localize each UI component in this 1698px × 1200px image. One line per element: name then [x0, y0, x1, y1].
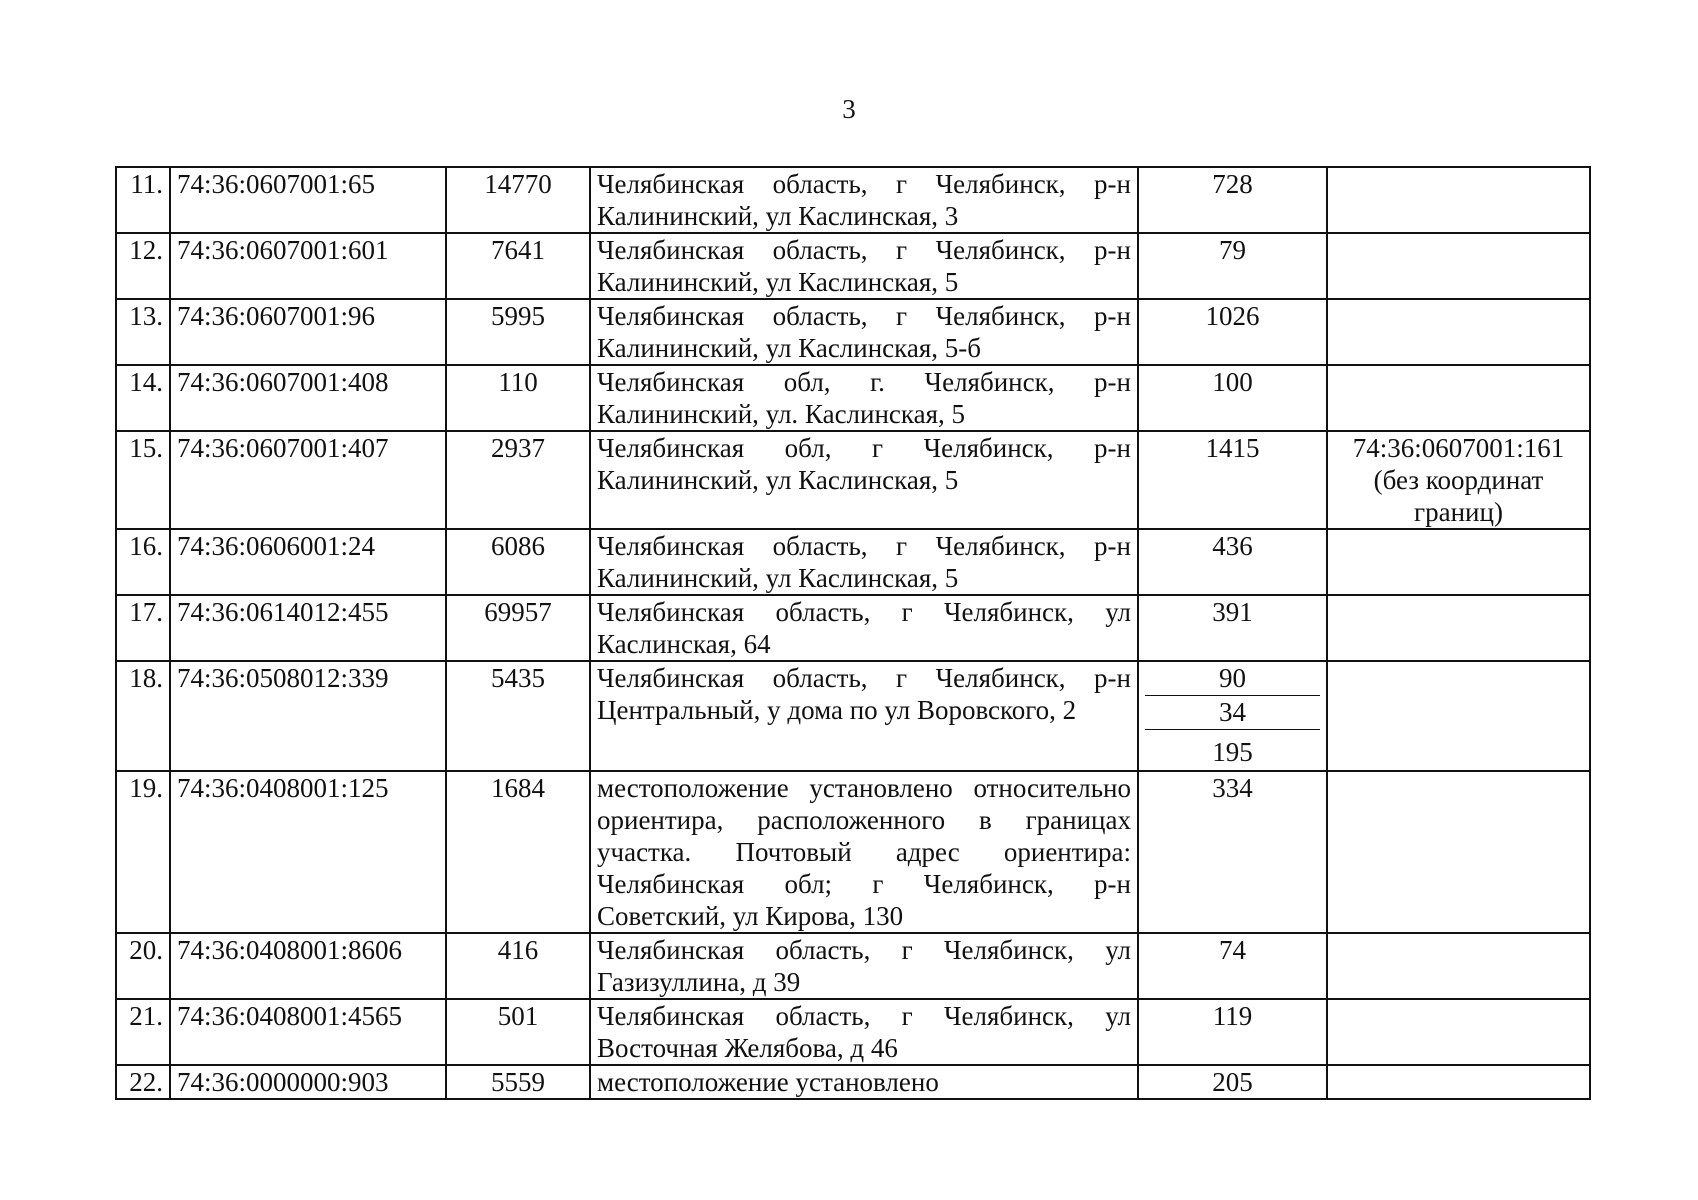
note-cell: [1327, 365, 1590, 431]
address-cell: Челябинская область, г Челябинск, р-н Калининский, ул Каслинская, 3: [590, 167, 1138, 233]
plot-area-cell: 1684: [446, 771, 590, 933]
part-area-value: 436: [1212, 531, 1253, 561]
cadastral-number-cell: 74:36:0607001:96: [170, 299, 446, 365]
cadastral-number-cell: 74:36:0408001:125: [170, 771, 446, 933]
table-row: [116, 999, 1590, 1065]
plot-area-cell: 110: [446, 365, 590, 431]
part-area-cell: [1138, 529, 1327, 595]
row-number-cell: 15.: [116, 431, 170, 529]
land-plots-table: [115, 166, 1591, 1100]
row-number-cell: 19.: [116, 771, 170, 933]
row-number-cell: 16.: [116, 529, 170, 595]
part-area-cell: [1138, 933, 1327, 999]
table-row: [116, 1065, 1590, 1099]
table-row: [116, 529, 1590, 595]
row-number-cell: 17.: [116, 595, 170, 661]
part-area-value: 205: [1212, 1067, 1253, 1097]
part-area-value: 334: [1212, 773, 1253, 803]
plot-area-cell: 69957: [446, 595, 590, 661]
part-area-value: 100: [1212, 367, 1253, 397]
address-cell: Челябинская область, г Челябинск, р-н Калининский, ул Каслинская, 5-б: [590, 299, 1138, 365]
part-area-value: 74: [1219, 935, 1246, 965]
part-area-cell: [1138, 661, 1327, 771]
plot-area-cell: 2937: [446, 431, 590, 529]
row-number-cell: 22.: [116, 1065, 170, 1099]
plot-area-cell: 7641: [446, 233, 590, 299]
cadastral-number-cell: 74:36:0408001:4565: [170, 999, 446, 1065]
plot-area-cell: 5559: [446, 1065, 590, 1099]
note-cell: [1327, 595, 1590, 661]
plot-area-cell: 6086: [446, 529, 590, 595]
cadastral-number-cell: 74:36:0508012:339: [170, 661, 446, 771]
part-area-value: 119: [1212, 1001, 1253, 1031]
table-row: [116, 933, 1590, 999]
note-cell: [1327, 299, 1590, 365]
part-area-value: 79: [1219, 235, 1246, 265]
plot-area-cell: 416: [446, 933, 590, 999]
note-cell: [1327, 1065, 1590, 1099]
row-number-cell: 18.: [116, 661, 170, 771]
note-cell: 74:36:0607001:161 (без координат границ): [1327, 431, 1590, 529]
address-cell: Челябинская область, г Челябинск, ул Газизуллина, д 39: [590, 933, 1138, 999]
cadastral-number-cell: 74:36:0408001:8606: [170, 933, 446, 999]
note-cell: [1327, 661, 1590, 771]
row-number-cell: 12.: [116, 233, 170, 299]
address-cell: Челябинская область, г Челябинск, р-н Калининский, ул Каслинская, 5: [590, 233, 1138, 299]
table-row: [116, 299, 1590, 365]
cadastral-number-cell: 74:36:0607001:408: [170, 365, 446, 431]
note-cell: [1327, 233, 1590, 299]
cadastral-number-cell: 74:36:0607001:601: [170, 233, 446, 299]
row-number-cell: 20.: [116, 933, 170, 999]
part-area-cell: [1138, 1065, 1327, 1099]
note-cell: [1327, 933, 1590, 999]
table-row: [116, 771, 1590, 933]
cadastral-number-cell: 74:36:0607001:65: [170, 167, 446, 233]
row-number-cell: 14.: [116, 365, 170, 431]
plot-area-cell: 14770: [446, 167, 590, 233]
address-cell: Челябинская область, г Челябинск, р-н Калининский, ул Каслинская, 5: [590, 529, 1138, 595]
address-cell: Челябинская область, г Челябинск, р-н Центральный, у дома по ул Воровского, 2: [590, 661, 1138, 771]
cadastral-number-cell: 74:36:0614012:455: [170, 595, 446, 661]
note-cell: [1327, 771, 1590, 933]
part-area-cell: [1138, 771, 1327, 933]
part-area-cell: [1138, 431, 1327, 529]
cadastral-number-cell: 74:36:0606001:24: [170, 529, 446, 595]
address-cell: Челябинская обл, г Челябинск, р-н Калининский, ул Каслинская, 5: [590, 431, 1138, 529]
row-number-cell: 13.: [116, 299, 170, 365]
address-cell: Челябинская область, г Челябинск, ул Восточная Желябова, д 46: [590, 999, 1138, 1065]
plot-area-cell: 5435: [446, 661, 590, 771]
part-area-value: 391: [1212, 597, 1253, 627]
part-area-cell: [1138, 167, 1327, 233]
table-body: [116, 167, 1590, 1099]
note-cell: [1327, 167, 1590, 233]
part-area-cell: [1138, 299, 1327, 365]
part-area-value: 34: [1145, 696, 1320, 730]
table-row: [116, 167, 1590, 233]
address-cell: местоположение установлено: [590, 1065, 1138, 1099]
table-row: [116, 661, 1590, 771]
part-area-value: 90: [1145, 662, 1320, 696]
cadastral-number-cell: 74:36:0000000:903: [170, 1065, 446, 1099]
part-area-value: 195: [1212, 737, 1253, 767]
table-row: [116, 365, 1590, 431]
table-row: [116, 595, 1590, 661]
part-area-cell: [1138, 233, 1327, 299]
table-row: [116, 431, 1590, 529]
address-cell: Челябинская область, г Челябинск, ул Каслинская, 64: [590, 595, 1138, 661]
plot-area-cell: 501: [446, 999, 590, 1065]
address-cell: местоположение установлено относительно ориентира, расположенного в границах участка. Почтовый адрес ориентира: Челябинская обл; г Челябинск, р-н Советский, ул Кирова, 130: [590, 771, 1138, 933]
plot-area-cell: 5995: [446, 299, 590, 365]
part-area-cell: [1138, 999, 1327, 1065]
table-row: [116, 233, 1590, 299]
part-area-cell: [1138, 595, 1327, 661]
page-number: 3: [842, 94, 856, 124]
part-area-value: 728: [1212, 169, 1253, 199]
part-area-value: 1415: [1205, 433, 1260, 463]
part-area-value: 1026: [1205, 301, 1260, 331]
cadastral-number-cell: 74:36:0607001:407: [170, 431, 446, 529]
note-cell: [1327, 999, 1590, 1065]
part-area-cell: [1138, 365, 1327, 431]
note-cell: [1327, 529, 1590, 595]
row-number-cell: 21.: [116, 999, 170, 1065]
row-number-cell: 11.: [116, 167, 170, 233]
address-cell: Челябинская обл, г. Челябинск, р-н Калининский, ул. Каслинская, 5: [590, 365, 1138, 431]
